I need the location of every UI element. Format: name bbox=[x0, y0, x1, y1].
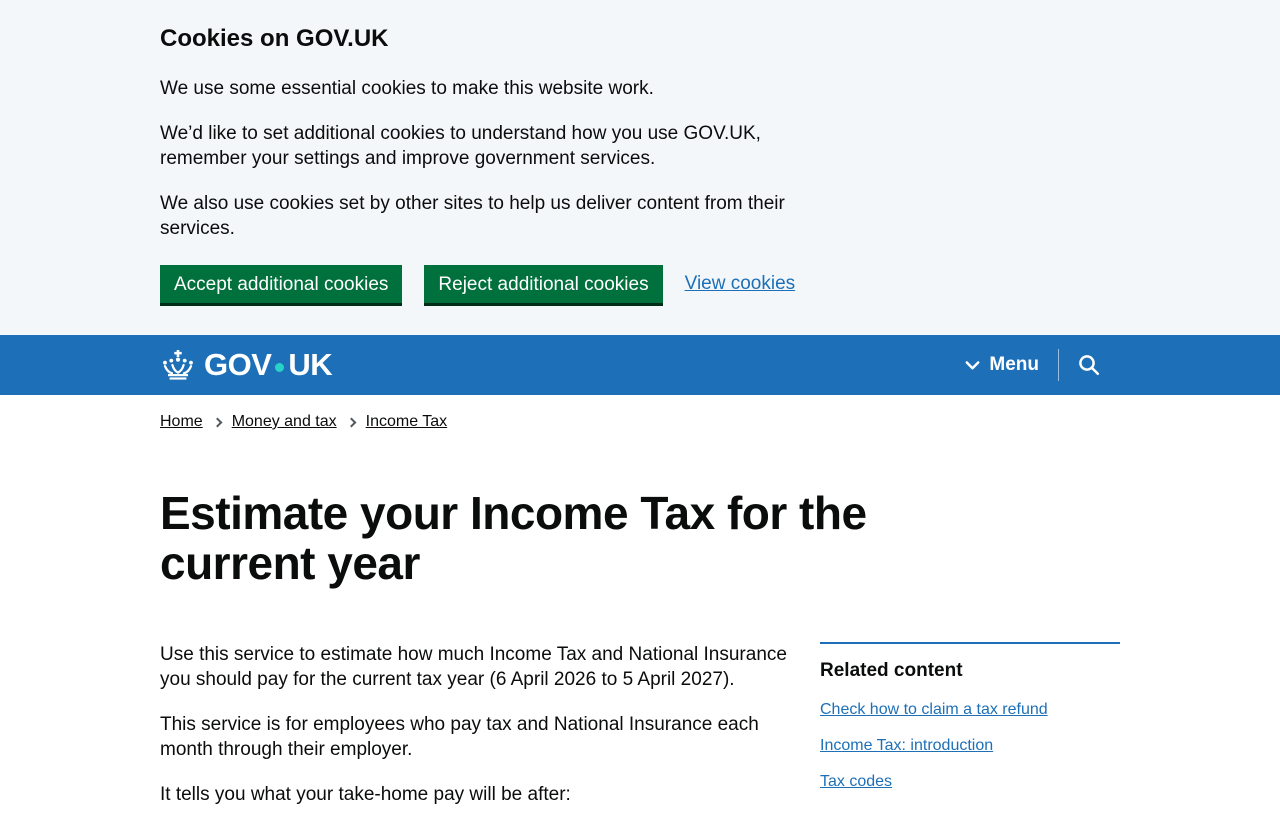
search-icon bbox=[1078, 354, 1100, 376]
govuk-logotype bbox=[204, 347, 332, 383]
related-link-income-tax-introduction[interactable]: Income Tax: introduction bbox=[820, 737, 994, 754]
intro-paragraph: Use this service to estimate how much Income Tax and National Insurance you should pay for the current tax year (6 April 2026 to 5 April 2027). bbox=[160, 644, 787, 690]
related-content-panel bbox=[820, 642, 1120, 808]
related-content-title: Related content bbox=[820, 660, 963, 681]
menu-button[interactable] bbox=[965, 354, 1039, 376]
reject-cookies-button[interactable]: Reject additional cookies bbox=[424, 265, 662, 303]
intro-paragraph: This service is for employees who pay tax and National Insurance each month through their employer. bbox=[160, 714, 759, 760]
cookie-banner-title: Cookies on GOV.UK bbox=[160, 25, 389, 52]
header-divider bbox=[1058, 349, 1059, 381]
site-header bbox=[0, 335, 1280, 395]
logo-uk-text: UK bbox=[288, 347, 333, 382]
breadcrumb-separator-icon bbox=[212, 417, 222, 427]
search-button[interactable] bbox=[1078, 354, 1100, 376]
related-link-tax-codes[interactable]: Tax codes bbox=[820, 773, 893, 790]
breadcrumb-link-income-tax[interactable]: Income Tax bbox=[365, 413, 448, 430]
cookie-actions bbox=[160, 265, 1120, 303]
menu-label: Menu bbox=[989, 354, 1039, 375]
cookie-banner-paragraph: We also use cookies set by other sites to help us deliver content from their services. bbox=[160, 193, 785, 239]
breadcrumb bbox=[160, 412, 1120, 432]
breadcrumb-separator-icon bbox=[346, 417, 356, 427]
intro-paragraph: It tells you what your take-home pay will be after: bbox=[160, 784, 571, 805]
related-link-tax-refund[interactable]: Check how to claim a tax refund bbox=[820, 701, 1048, 718]
chevron-down-icon bbox=[965, 360, 989, 371]
main-content bbox=[160, 642, 820, 827]
cookie-banner-paragraph: We use some essential cookies to make this website work. bbox=[160, 78, 654, 99]
view-cookies-link[interactable]: View cookies bbox=[684, 273, 796, 294]
cookie-banner-paragraph: We’d like to set additional cookies to understand how you use GOV.UK, remember your settings and improve government services. bbox=[160, 123, 761, 169]
page-title: Estimate your Income Tax for the current year bbox=[160, 487, 867, 589]
breadcrumb-link-home[interactable]: Home bbox=[160, 413, 203, 430]
crown-icon bbox=[160, 350, 204, 380]
accept-cookies-button[interactable]: Accept additional cookies bbox=[160, 265, 402, 303]
logo-gov-text: GOV bbox=[204, 347, 272, 382]
govuk-logo-link[interactable] bbox=[160, 347, 332, 383]
breadcrumb-link-money-and-tax[interactable]: Money and tax bbox=[231, 413, 337, 430]
logo-dot-icon bbox=[275, 363, 284, 372]
cookie-banner bbox=[0, 0, 1280, 335]
